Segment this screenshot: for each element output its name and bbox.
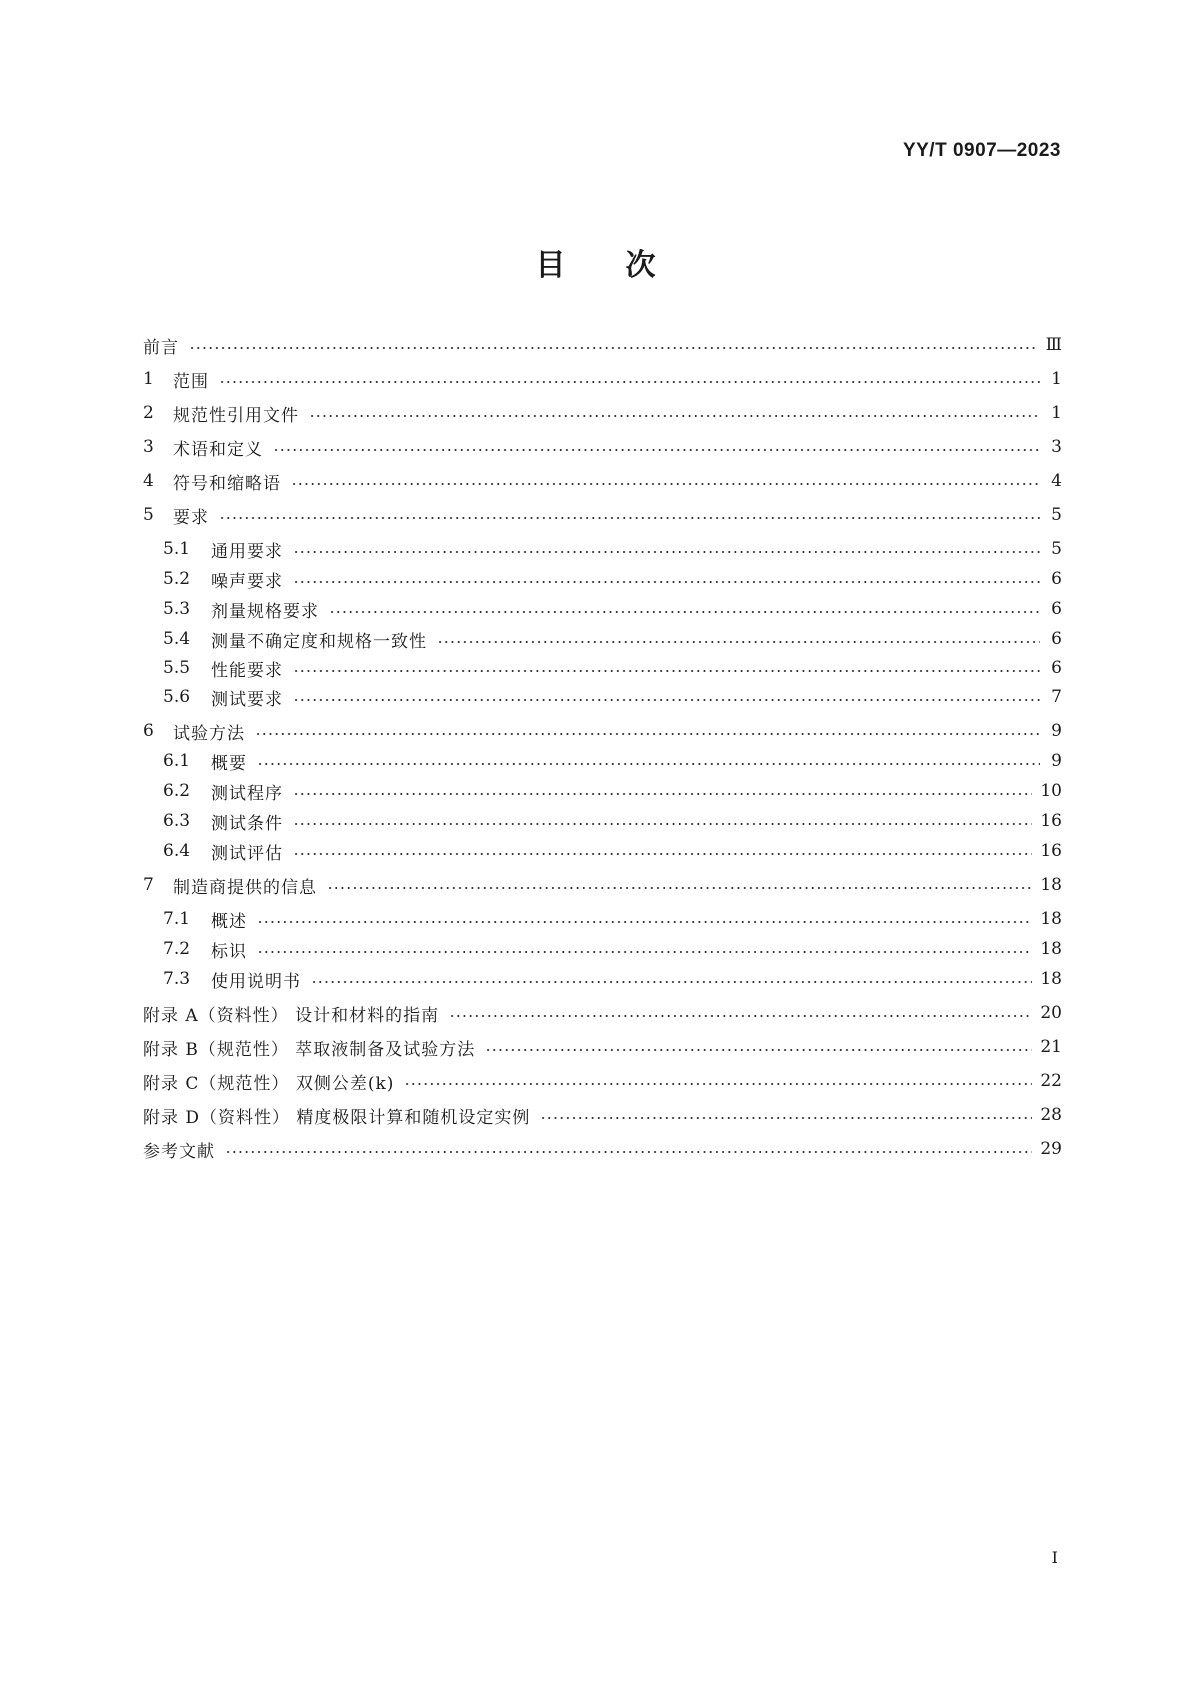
toc-entry-number: 2 — [143, 403, 154, 423]
toc-dot-leader — [219, 380, 1040, 384]
toc-entry-number: 7.2 — [163, 939, 191, 959]
toc-entry-label: 测试条件 — [211, 813, 283, 834]
toc-dot-leader — [293, 669, 1040, 673]
toc-dot-leader — [485, 1048, 1032, 1052]
toc-entry-label: 使用说明书 — [211, 971, 301, 992]
toc-entry-number: 6 — [143, 721, 154, 741]
toc-entry[interactable] — [143, 1066, 1062, 1096]
toc-entry[interactable] — [143, 776, 1062, 806]
toc-entry-page: 3 — [1051, 437, 1062, 457]
toc-entry-number: 4 — [143, 471, 154, 491]
toc-dot-leader — [291, 482, 1040, 486]
toc-entry[interactable] — [143, 594, 1062, 624]
toc-entry-label: 规范性引用文件 — [173, 405, 299, 426]
toc-entry-label: 试验方法 — [173, 723, 245, 744]
toc-entry-page: 18 — [1040, 909, 1062, 929]
toc-entry-label: 符号和缩略语 — [173, 473, 281, 494]
toc-entry-label: 附录 D（资料性） 精度极限计算和随机设定实例 — [143, 1107, 531, 1128]
toc-entry-label: 附录 C（规范性） 双侧公差(k) — [143, 1073, 395, 1094]
toc-dot-leader — [293, 852, 1032, 856]
toc-dot-leader — [309, 414, 1040, 418]
toc-entry[interactable] — [143, 364, 1062, 394]
toc-entry-page: 9 — [1051, 721, 1062, 741]
toc-dot-leader — [329, 610, 1040, 614]
page-number: I — [1051, 1548, 1058, 1567]
toc-entry-number: 5.5 — [163, 658, 191, 678]
toc-entry-number: 5.6 — [163, 687, 191, 707]
toc-entry-page: 16 — [1040, 811, 1062, 831]
toc-entry-number: 6.1 — [163, 751, 191, 771]
toc-dot-leader — [540, 1116, 1032, 1120]
toc-entry[interactable] — [143, 1100, 1062, 1130]
toc-entry[interactable] — [143, 534, 1062, 564]
toc-entry-number: 6.2 — [163, 781, 191, 801]
toc-entry-page: 7 — [1051, 687, 1062, 707]
toc-entry-page: 6 — [1051, 658, 1062, 678]
toc-dot-leader — [219, 516, 1040, 520]
toc-entry[interactable] — [143, 964, 1062, 994]
toc-dot-leader — [189, 346, 1038, 350]
toc-entry-label: 前言 — [143, 337, 179, 358]
toc-entry[interactable] — [143, 398, 1062, 428]
toc-entry-label: 剂量规格要求 — [211, 601, 319, 622]
page-title: 目次 — [535, 248, 716, 283]
toc-entry-number: 6.4 — [163, 841, 191, 861]
toc-entry[interactable] — [143, 432, 1062, 462]
toc-dot-leader — [293, 792, 1032, 796]
toc-entry[interactable] — [143, 836, 1062, 866]
toc-entry-page: 10 — [1040, 781, 1062, 801]
toc-entry-number: 5.1 — [163, 539, 191, 559]
toc-entry-label: 测试要求 — [211, 689, 283, 710]
toc-entry[interactable] — [143, 934, 1062, 964]
toc-entry[interactable] — [143, 564, 1062, 594]
toc-dot-leader — [293, 698, 1040, 702]
toc-dot-leader — [449, 1014, 1032, 1018]
toc-entry-label: 范围 — [173, 371, 209, 392]
toc-entry-number: 5.3 — [163, 599, 191, 619]
toc-entry[interactable] — [143, 653, 1062, 683]
toc-entry-page: 22 — [1040, 1071, 1062, 1091]
toc-entry-page: 1 — [1051, 403, 1062, 423]
toc-entry-label: 术语和定义 — [173, 439, 263, 460]
toc-dot-leader — [404, 1082, 1032, 1086]
toc-entry-label: 附录 B（规范性） 萃取液制备及试验方法 — [143, 1039, 476, 1060]
toc-dot-leader — [327, 886, 1032, 890]
toc-entry-page: 18 — [1040, 875, 1062, 895]
toc-entry-number: 7.1 — [163, 909, 191, 929]
toc-entry-number: 5.4 — [163, 629, 191, 649]
toc-entry[interactable] — [143, 682, 1062, 712]
toc-entry-label: 附录 A（资料性） 设计和材料的指南 — [143, 1005, 440, 1026]
toc-dot-leader — [293, 550, 1040, 554]
toc-entry-label: 通用要求 — [211, 541, 283, 562]
toc-entry-page: 6 — [1051, 599, 1062, 619]
toc-entry[interactable] — [143, 806, 1062, 836]
toc-entry-page: 5 — [1051, 539, 1062, 559]
toc-entry[interactable] — [143, 716, 1062, 746]
toc-entry-label: 测量不确定度和规格一致性 — [211, 631, 427, 652]
toc-entry-page: 18 — [1040, 969, 1062, 989]
toc-entry[interactable] — [143, 330, 1062, 360]
toc-entry-page: 21 — [1040, 1037, 1062, 1057]
toc-entry-label: 概述 — [211, 911, 247, 932]
toc-entry[interactable] — [143, 870, 1062, 900]
toc-entry-label: 测试程序 — [211, 783, 283, 804]
toc-entry[interactable] — [143, 904, 1062, 934]
toc-entry-number: 5 — [143, 505, 154, 525]
toc-entry-page: 6 — [1051, 629, 1062, 649]
toc-entry-page: 28 — [1040, 1105, 1062, 1125]
toc-entry-number: 6.3 — [163, 811, 191, 831]
toc-entry-page: 20 — [1040, 1003, 1062, 1023]
toc-dot-leader — [273, 448, 1040, 452]
toc-entry-page: 29 — [1040, 1139, 1062, 1159]
toc-entry-page: 9 — [1051, 751, 1062, 771]
toc-dot-leader — [437, 640, 1040, 644]
toc-entry[interactable] — [143, 624, 1062, 654]
toc-dot-leader — [257, 762, 1040, 766]
toc-dot-leader — [293, 822, 1032, 826]
toc-dot-leader — [311, 980, 1032, 984]
standard-code: YY/T 0907—2023 — [902, 140, 1061, 161]
toc-entry[interactable] — [143, 746, 1062, 776]
toc-entry[interactable] — [143, 500, 1062, 530]
toc-entry-page: 4 — [1051, 471, 1062, 491]
toc-entry-number: 3 — [143, 437, 154, 457]
toc-entry-label: 概要 — [211, 753, 247, 774]
toc-entry-number: 5.2 — [163, 569, 191, 589]
toc-dot-leader — [225, 1150, 1032, 1154]
toc-entry-label: 测试评估 — [211, 843, 283, 864]
toc-entry[interactable] — [143, 998, 1062, 1028]
toc-entry-number: 7.3 — [163, 969, 191, 989]
toc-entry[interactable] — [143, 1032, 1062, 1062]
toc-entry[interactable] — [143, 466, 1062, 496]
toc-dot-leader — [257, 920, 1032, 924]
toc-dot-leader — [255, 732, 1040, 736]
toc-entry-page: 6 — [1051, 569, 1062, 589]
toc-entry-page: 16 — [1040, 841, 1062, 861]
toc-entry-page: Ⅲ — [1045, 335, 1062, 355]
toc-entry-label: 参考文献 — [143, 1141, 215, 1162]
toc-entry-label: 性能要求 — [211, 660, 283, 681]
toc-entry-label: 标识 — [211, 941, 247, 962]
toc-entry[interactable] — [143, 1134, 1062, 1164]
toc-entry-number: 1 — [143, 369, 154, 389]
toc-entry-page: 18 — [1040, 939, 1062, 959]
toc-entry-label: 要求 — [173, 507, 209, 528]
toc-entry-label: 噪声要求 — [211, 571, 283, 592]
toc-entry-page: 1 — [1051, 369, 1062, 389]
toc-entry-label: 制造商提供的信息 — [173, 877, 317, 898]
toc-dot-leader — [257, 950, 1032, 954]
toc-dot-leader — [293, 580, 1040, 584]
toc-entry-page: 5 — [1051, 505, 1062, 525]
toc-entry-number: 7 — [143, 875, 154, 895]
